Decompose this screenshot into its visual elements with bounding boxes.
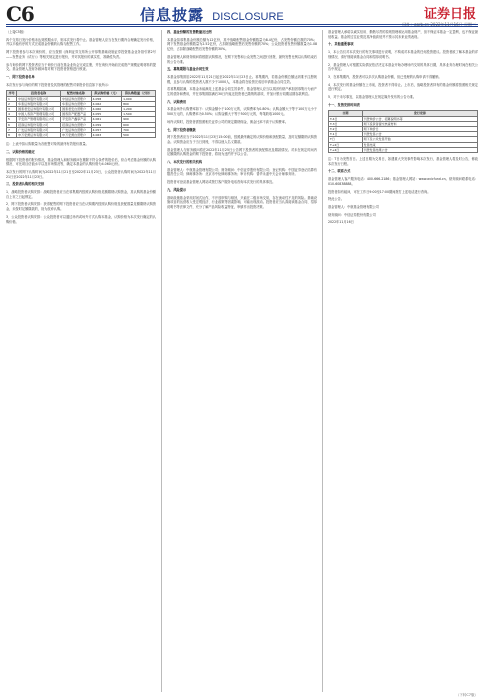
table-cell: T-4日 [329, 116, 363, 121]
paragraph: 基金管理人与财务顾问将在2022年11月25日公告网下投资者的获配情况及缴款情况。对未在规定时间内足额缴纳认购资金的网下投资者，将视为违约并予以公告。 [167, 147, 317, 157]
table-cell: 4 [7, 112, 17, 117]
paragraph: 特此公告。 [328, 197, 344, 202]
paragraph: 3、公众投资者认购安排：公众投资者可以通过场内或场外方式认购本基金，认购价格为本次发行确定的认购价格。 [6, 214, 156, 224]
table-cell: 4.055 [91, 112, 121, 117]
table-header-cell: 投资者名称 [17, 91, 61, 96]
paper-name: 证券日报 [423, 7, 476, 22]
paragraph: 本次发行参与询价的网下投资者及其管理的配售对象报价信息如下表所示： [6, 82, 112, 87]
table-row [7, 132, 156, 137]
table-cell: 申万宏源证券有限公司 [17, 132, 61, 137]
table-cell: 招商证券股份有限公司 [17, 122, 61, 127]
paragraph: 注：T日为发售首日。上述日期为交易日，如遇重大突发事件影响本次发行，基金管理人将及时公告，修改本次发行日程。 [328, 157, 478, 166]
section-heading: 十二、联系方式 [328, 169, 351, 174]
section-heading: 八、本次发行的相关机构 [167, 160, 203, 165]
table-cell: 发售结束 [362, 142, 477, 147]
table-cell: 1,500 [122, 112, 156, 117]
bidder-table [6, 90, 156, 138]
table-cell: 4.062 [91, 101, 121, 106]
section-heading: 五、募集期限与基金合同生效 [167, 67, 209, 72]
table-cell: 5 [7, 117, 17, 122]
table-header-cell: 拟认购数量（万份） [122, 91, 156, 96]
table-cell: 900 [122, 117, 156, 122]
paragraph: 四个交易日发行价格未达到预期水平，则本次发行将中止。基金管理人应当在发行期内合理确定发行价格，并以平稳有序的方式完成基金份额的认购与配售工作。 [6, 37, 156, 47]
table-cell: 4.060 [91, 106, 121, 111]
column-3 [328, 30, 478, 692]
table-cell: T-2日 [329, 127, 363, 132]
table-cell: T+4日 [329, 147, 363, 152]
paragraph: 本次发行的网下认购时间为2022年11月21日至2022年11月23日，公众投资者认购时间为2022年11月21日至2022年11月23日。 [6, 169, 156, 179]
paragraph: 基础设施基金采用封闭式运作，不开放申购与赎回，只能在二级市场交易，存在流动性不足的风险。基础设施项目的运营收入受宏观经济、行业政策等因素影响，可能出现波动。投资者应当认真阅读基金合同、招募说明书等法律文件，充分了解产品风险收益特征，审慎作出投资决策。 [167, 195, 317, 209]
section-heading: 九、风险提示 [167, 187, 187, 192]
table-cell: 申万宏源自营账户 [61, 132, 91, 137]
column-2 [167, 30, 317, 692]
masthead [0, 0, 484, 27]
table-cell: 平安资产鑫享产品 [61, 117, 91, 122]
table-cell: 网下投资者提交核查材料 [362, 121, 477, 126]
table-cell: 刊登发售公告 [362, 132, 477, 137]
paragraph: 投资者如有疑问，可在工作日9:00至17:00期间拨打上述电话进行咨询。 [328, 189, 431, 194]
table-cell: 800 [122, 101, 156, 106]
paragraph: （上接C5版） [6, 30, 27, 34]
section-title-en: DISCLOSURE [212, 11, 284, 23]
table-cell: 4.063 [91, 132, 121, 137]
table-cell: T-3日 [329, 121, 363, 126]
paragraph: 5、对于未尽事宜，以基金管理人在规定媒介发布的公告为准。 [328, 95, 417, 100]
table-cell: 600 [122, 122, 156, 127]
table-header-cell: 发行安排 [362, 111, 477, 116]
paragraph: 本基金募集期自2022年11月21日起至2022年11月23日止。募集期内，若基金份额总额达到准予注册规模，且参与认购的投资者人数不少于1000人，本基金将在验资完成后申请基金合同生效。 [167, 74, 317, 84]
paragraph: 若募集期届满，本基金未能满足上述基金合同生效条件，基金管理人应当以其固有财产承担因募集行为而产生的债务和费用，并在募集期届满后30日内返还投资者已缴纳的款项，并加计银行同期活期存款利息。 [167, 87, 317, 97]
paragraph: 投资者可登录基金管理人网站或拨打客户服务电话咨询本次发行的具体事宜。 [167, 180, 276, 185]
table-cell: 6 [7, 122, 17, 127]
issue-meta: 网址：zqrb.cn 2022年11月16日 星期三 [402, 22, 476, 27]
section-heading: 一、网下投资者名单 [6, 74, 35, 79]
schedule-table [328, 110, 478, 153]
paragraph: 2、网下投资者认购安排：获得配售的网下投资者应当在认购期内按照认购价格及获配数量足额缴纳认购资金，未按时足额缴款的，视为放弃认购。 [6, 202, 156, 212]
paragraph: 本基金场外认购费率如下：认购金额小于100万元的，认购费率为0.80%；认购金额大于等于100万元小于500万元的，认购费率为0.50%；认购金额大于等于500万元的，每笔收取1000元。 [167, 107, 317, 117]
table-cell: 1,000 [122, 96, 156, 101]
table-cell: 8 [7, 132, 17, 137]
table-cell: 招商证券自营账户 [61, 122, 91, 127]
paragraph: 本基金拟募集基金份额总额为12亿份，其中战略配售基金份额数量为8.4亿份，占发售份额总数的70%；网下发售基金份额数量为2.52亿份，占扣除战略配售后发售份额的70%；公众投资者发售份额数量为1.08亿份，占扣除战略配售后发售份额的30%。 [167, 37, 317, 52]
table-cell: 国寿资产配置产品 [61, 112, 91, 117]
section-heading: 二、认购价格的确定 [6, 149, 35, 154]
section-title-cn: 信息披露 [140, 6, 205, 24]
table-cell: 2 [7, 101, 17, 106]
paragraph: 注：上表中拟认购数量为各配售对象的最终有效报价数量。 [6, 142, 89, 147]
paragraph: 基金管理人承诺以诚实信用、勤勉尽责的原则管理和运用基金财产，但不保证本基金一定盈利，也不保证最低收益。基金的过往业绩及其净值高低并不预示其未来业绩表现。 [328, 30, 478, 39]
table-cell: 华泰证券自营账户 [61, 101, 91, 106]
table-header-cell: 序号 [7, 91, 17, 96]
header-rule [6, 24, 478, 25]
table-cell: 国泰君安证券股份有限公司 [17, 106, 61, 111]
section-heading: 六、认购费用 [167, 99, 187, 104]
column-1 [6, 30, 156, 692]
paragraph: 1、本公告仅对本次发行的有关事项进行说明，不构成对本基金的任何投资建议。投资者欲了解本基金的详细情况，请仔细阅读基金合同和招募说明书。 [328, 50, 478, 59]
section-heading: 四、基金份额的发售数量及比例 [167, 30, 212, 34]
table-cell: 广发证券股份有限公司 [17, 127, 61, 132]
table-cell: 4.057 [91, 127, 121, 132]
paragraph: 财务顾问：中信证券股份有限公司 [328, 212, 376, 217]
paragraph: 基金管理人：中航基金管理有限公司；财务顾问：中信证券股份有限公司；登记机构：中国证券登记结算有限责任公司；律师事务所：北京市中伦律师事务所；审计机构：普华永道中天会计师事务所。 [167, 167, 317, 177]
paragraph: 网下投资者应当于2022年11月23日15:00前，按照最终确定的认购价格和获配数量，及时足额缴纳认购资金。认购资金应当于当日到账，不得以他人名义缴款。 [167, 135, 317, 144]
paragraph: 参与询价的网下投资者应当于询价日前在基金业协会完成注册，并在询价开始前完成资产规模证明材料的提交。基金管理人及财务顾问将对网下投资者资格进行核查。 [6, 62, 156, 72]
table-cell: 700 [122, 127, 156, 132]
section-heading: 十一、发售安排时间表 [328, 102, 360, 107]
table-cell: 刊登发售结果公告 [362, 147, 477, 152]
paragraph: 基金管理人和财务顾问将根据认购情况，在网下发售和公众发售之间进行回拨，最终发售比例以认购结束后的公告为准。 [167, 54, 317, 64]
table-cell: 500 [122, 132, 156, 137]
table-cell: 中信证券自营账户 [61, 96, 91, 101]
table-cell: T日 [329, 137, 363, 142]
table-cell: T-1日 [329, 132, 363, 137]
table-row [329, 147, 478, 152]
table-cell: 4.059 [91, 122, 121, 127]
continued-note: （下转C7版） [455, 693, 478, 697]
table-cell: 中信证券股份有限公司 [17, 96, 61, 101]
table-cell: 华泰证券股份有限公司 [17, 101, 61, 106]
column-divider [322, 30, 323, 692]
column-divider [161, 30, 162, 692]
table-cell: 刊登询价公告、招募说明书等 [362, 116, 477, 121]
paragraph: 基金管理人客户服务电话：400-666-2186；基金管理人网站：www.avicfund.cn。财务顾问联系电话：010-60838888。 [328, 177, 478, 186]
paragraph: 3、在募集期内，投资者可以多次认购基金份额，但已受理的认购申请不得撤销。 [328, 74, 442, 79]
paragraph: 基金管理人：中航基金管理有限公司 [328, 204, 379, 209]
paragraph: 2、基金管理人可根据实际情况依法决定本基金开始办理场内交易的具体日期，具体业务办理时间在相关公告中规定。 [328, 62, 478, 72]
section-heading: 十、其他重要事项 [328, 42, 354, 47]
paragraph: 2022年11月16日 [328, 220, 354, 225]
table-cell: 中国人寿资产管理有限公司 [17, 112, 61, 117]
table-cell: 1,200 [122, 106, 156, 111]
header-rule-thin [6, 26, 478, 27]
table-header-cell: 配售对象名称 [61, 91, 91, 96]
paragraph: 4、本次发行的基金份额在上市前，投资者不得转让。上市后，战略投资者持有的基金份额将按照相关规定进行锁定。 [328, 82, 478, 92]
section-title [140, 4, 284, 25]
section-heading: 七、网下投资者缴款 [167, 127, 196, 132]
table-cell: 平安资产管理有限责任公司 [17, 117, 61, 122]
table-cell: 网下询价日 [362, 127, 477, 132]
paragraph: 根据网下投资者的报价情况，基金管理人和财务顾问在剔除不符合条件的报价后，综合考虑基金份额的认购情况、可比项目估值水平以及市场情况等，确定本基金的认购价格为4.060元/份。 [6, 157, 156, 167]
table-cell: 4.058 [91, 96, 121, 101]
table-header-cell: 日期 [329, 111, 363, 116]
table-cell: 4.061 [91, 117, 121, 122]
section-heading: 三、投资者认购的相关安排 [6, 182, 45, 187]
table-cell: T+2日 [329, 142, 363, 147]
table-cell: 网下及公众发售开始 [362, 137, 477, 142]
paragraph: 网下投资者参与本次询价的，应当按照《深圳证券交易所公开募集基础设施证券投资基金业务指引第2号——发售业务（试行）》等相关规定进行报价，并对其报价的真实性、准确性负责。 [6, 50, 156, 59]
table-cell: 1 [7, 96, 17, 101]
table-cell: 广发证券自营账户 [61, 127, 91, 132]
table-cell: 国泰君安自营账户 [61, 106, 91, 111]
table-header-cell: 拟认购价格（元） [91, 91, 121, 96]
paragraph: 场内认购时，投资者需按照相关证券公司的规定缴纳佣金，佣金比率不高于认购费率。 [167, 119, 289, 124]
table-cell: 7 [7, 127, 17, 132]
table-cell: 3 [7, 106, 17, 111]
paragraph: 1、战略投资者认购安排：战略投资者应当在募集期内按照认购价格足额缴纳认购资金，其认购的基金份额自上市之日起锁定。 [6, 190, 156, 199]
page-number: C6 [6, 2, 34, 26]
